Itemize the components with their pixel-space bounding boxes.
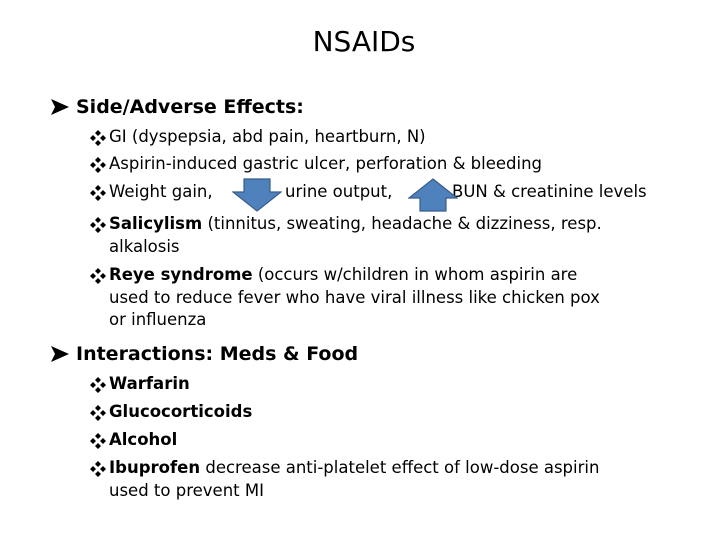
item-detail: (tinnitus, sweating, headache & dizziness, resp.: [202, 214, 602, 233]
bold-term: Glucocorticoids: [109, 402, 253, 421]
arrowhead-bullet-icon: [49, 98, 71, 116]
diamond-cluster-bullet-icon: [90, 433, 106, 449]
list-item-text: [109, 429, 709, 452]
bold-term: Alcohol: [109, 430, 178, 449]
section-heading-label: Interactions: Meds & Food: [76, 343, 359, 365]
item-detail-continued: used to reduce fever who have viral illness like chicken pox: [109, 287, 600, 307]
bold-term: Ibuprofen: [109, 458, 201, 477]
list-item-text: [109, 457, 709, 502]
list-item-text: urine output,: [285, 182, 393, 201]
down-arrow-icon: [232, 178, 282, 212]
list-item-text: [109, 373, 709, 396]
diamond-cluster-bullet-icon: [90, 405, 106, 421]
diamond-cluster-bullet-icon: [90, 130, 106, 146]
bold-term: Reye syndrome: [109, 265, 253, 284]
list-item-text: BUN & creatinine levels: [452, 182, 647, 201]
bold-term: Salicylism: [109, 214, 203, 233]
list-item-text: [109, 213, 709, 258]
item-detail: decrease anti-platelet effect of low-dose aspirin: [200, 458, 600, 477]
bold-term: Warfarin: [109, 374, 190, 393]
diamond-cluster-bullet-icon: [90, 461, 106, 477]
list-item-text: Aspirin-induced gastric ulcer, perforation & bleeding: [109, 154, 543, 173]
item-detail-continued: or influenza: [109, 310, 207, 329]
slide-title: NSAIDs: [312, 25, 416, 58]
up-arrow-icon: [408, 178, 458, 212]
diamond-cluster-bullet-icon: [90, 268, 106, 284]
arrowhead-bullet-icon: [49, 345, 71, 363]
item-detail-continued: alkalosis: [109, 236, 180, 256]
section-heading-label: Side/Adverse Effects:: [76, 96, 304, 118]
diamond-cluster-bullet-icon: [90, 185, 106, 201]
list-item-text: Weight gain,: [109, 182, 213, 201]
diamond-cluster-bullet-icon: [90, 377, 106, 393]
list-item-text: GI (dyspepsia, abd pain, heartburn, N): [109, 127, 426, 146]
list-item-text: [109, 264, 709, 332]
item-detail: (occurs w/children in whom aspirin are: [252, 265, 578, 284]
diamond-cluster-bullet-icon: [90, 157, 106, 173]
diamond-cluster-bullet-icon: [90, 217, 106, 233]
item-detail-continued: used to prevent MI: [109, 480, 264, 500]
list-item-text: [109, 401, 709, 424]
